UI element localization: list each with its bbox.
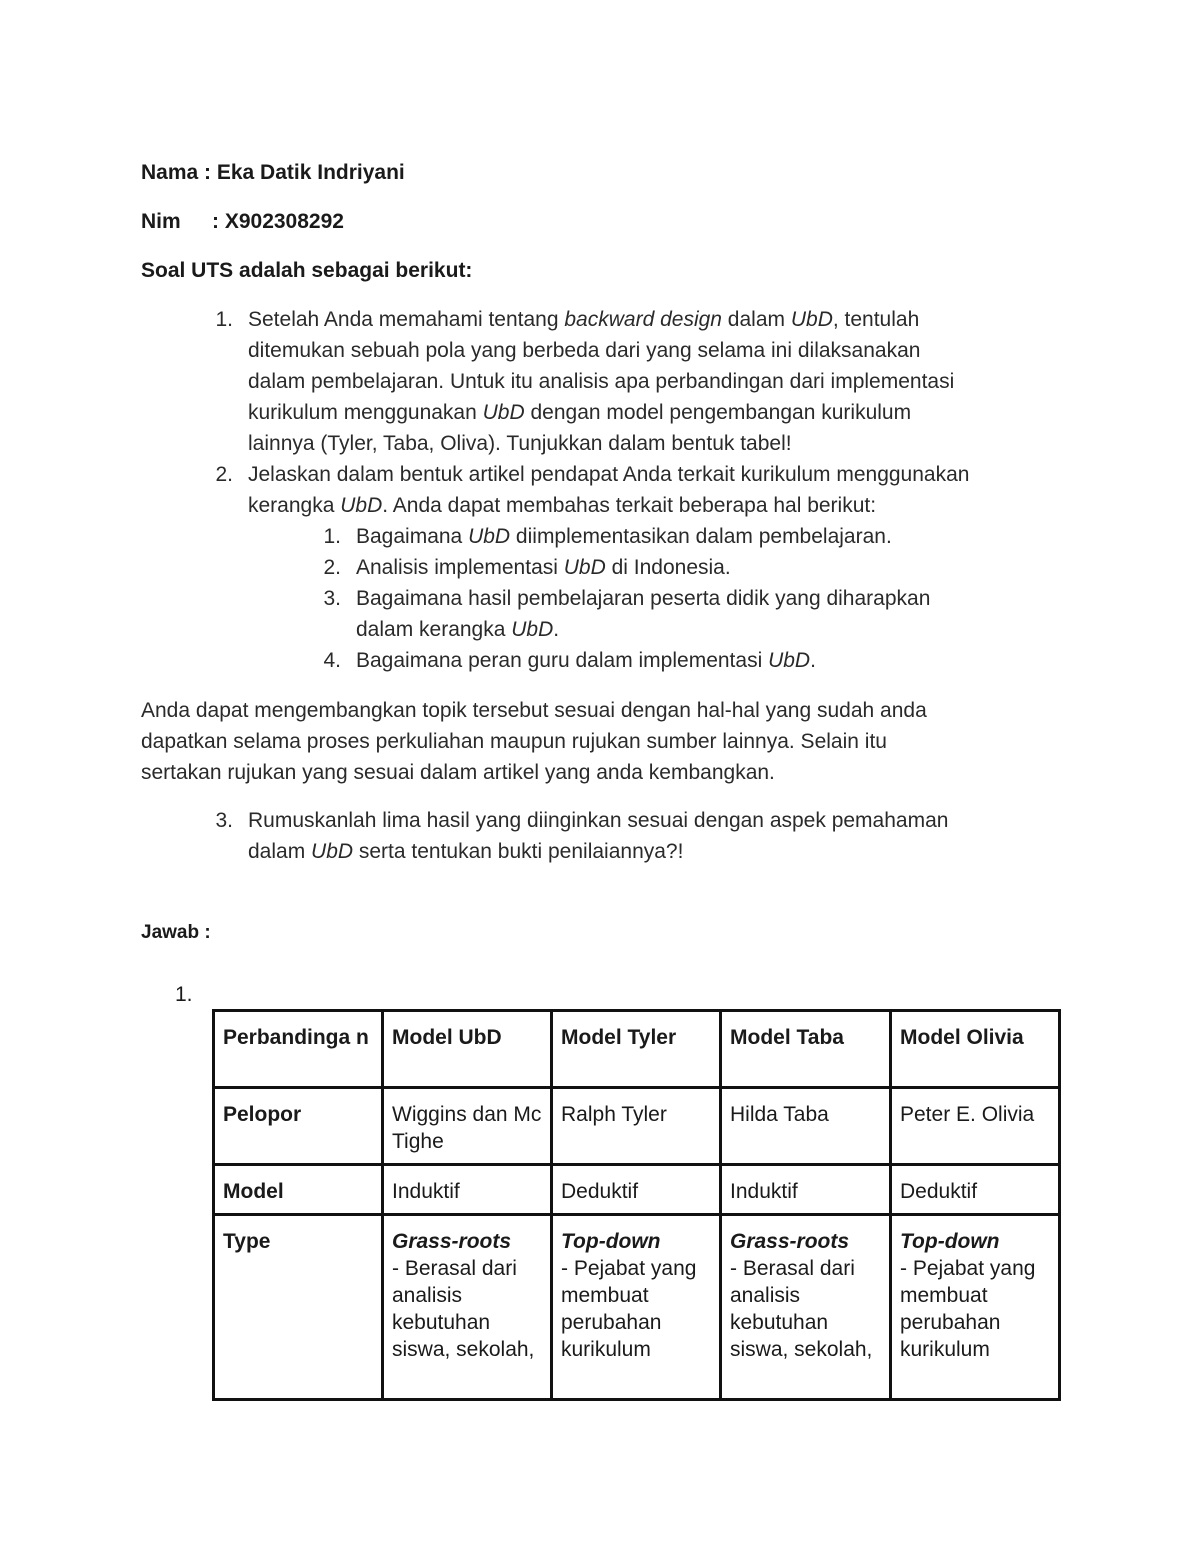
table-cell bbox=[383, 1215, 552, 1400]
type-title: Grass-roots bbox=[392, 1230, 512, 1253]
question-3 bbox=[248, 805, 948, 867]
table-header-cell: Perbandinga n bbox=[214, 1011, 383, 1088]
table-cell: Hilda Taba bbox=[721, 1088, 891, 1165]
answer-number: 1. bbox=[175, 983, 193, 1006]
table-row-model bbox=[214, 1165, 1060, 1215]
q2-line-1: Jelaskan dalam bentuk artikel pendapat Anda terkait kurikulum menggunakan bbox=[248, 463, 970, 486]
table-cell: Deduktif bbox=[552, 1165, 721, 1215]
q2-sub-4-number: 4. bbox=[323, 649, 341, 672]
question-1 bbox=[248, 304, 954, 459]
type-desc: - Berasal dari analisis kebutuhan siswa, sekolah, bbox=[392, 1257, 535, 1361]
table-cell bbox=[721, 1215, 891, 1400]
q2-sub-3 bbox=[356, 583, 930, 645]
table-cell: Type bbox=[214, 1215, 383, 1400]
q2-sub-1-number: 1. bbox=[323, 525, 341, 548]
table-cell bbox=[891, 1215, 1060, 1400]
q2-line-2: kerangka UbD. Anda dapat membahas terkait beberapa hal berikut: bbox=[248, 494, 877, 517]
table-cell: Pelopor bbox=[214, 1088, 383, 1165]
table-cell: Induktif bbox=[383, 1165, 552, 1215]
q1-line-4: kurikulum menggunakan UbD dengan model pengembangan kurikulum bbox=[248, 401, 912, 424]
q3-number: 3. bbox=[215, 809, 233, 832]
q2-sub-2: Analisis implementasi UbD di Indonesia. bbox=[356, 556, 731, 579]
q2-sub-3-line-1: Bagaimana hasil pembelajaran peserta didik yang diharapkan bbox=[356, 587, 931, 610]
para-line-1: Anda dapat mengembangkan topik tersebut sesuai dengan hal-hal yang sudah anda bbox=[141, 699, 927, 722]
q1-line-5: lainnya (Tyler, Taba, Oliva). Tunjukkan dalam bentuk tabel! bbox=[248, 432, 792, 455]
question-2 bbox=[248, 459, 969, 521]
type-desc: - Berasal dari analisis kebutuhan siswa, sekolah, bbox=[730, 1257, 873, 1361]
table-row-pelopor bbox=[214, 1088, 1060, 1165]
q1-line-2: ditemukan sebuah pola yang berbeda dari yang selama ini dilaksanakan bbox=[248, 339, 921, 362]
table-cell: Model bbox=[214, 1165, 383, 1215]
type-title: Grass-roots bbox=[730, 1230, 850, 1253]
nim-value: : X902308292 bbox=[212, 210, 344, 233]
q2-sub-2-number: 2. bbox=[323, 556, 341, 579]
q2-sub-3-number: 3. bbox=[323, 587, 341, 610]
table-header-cell: Model Olivia bbox=[891, 1011, 1060, 1088]
type-title: Top-down bbox=[561, 1230, 661, 1253]
exam-title: Soal UTS adalah sebagai berikut: bbox=[141, 259, 473, 282]
q1-number: 1. bbox=[215, 308, 233, 331]
instruction-paragraph bbox=[141, 695, 927, 788]
q2-number: 2. bbox=[215, 463, 233, 486]
nim-label: Nim bbox=[141, 210, 181, 233]
table-header-cell: Model UbD bbox=[383, 1011, 552, 1088]
table-cell: Peter E. Olivia bbox=[891, 1088, 1060, 1165]
q2-sub-4: Bagaimana peran guru dalam implementasi UbD. bbox=[356, 649, 816, 672]
para-line-3: sertakan rujukan yang sesuai dalam artikel yang anda kembangkan. bbox=[141, 761, 775, 784]
q3-line-2: dalam UbD serta tentukan bukti penilaiannya?! bbox=[248, 840, 684, 863]
table-cell: Deduktif bbox=[891, 1165, 1060, 1215]
comparison-table bbox=[212, 1009, 1061, 1401]
q1-line-1: Setelah Anda memahami tentang backward design dalam UbD, tentulah bbox=[248, 308, 920, 331]
table-header-cell: Model Taba bbox=[721, 1011, 891, 1088]
table-cell: Ralph Tyler bbox=[552, 1088, 721, 1165]
answer-title: Jawab : bbox=[141, 922, 211, 943]
table-header-row bbox=[214, 1011, 1060, 1088]
type-desc: - Pejabat yang membuat perubahan kurikulum bbox=[561, 1257, 697, 1361]
type-desc: - Pejabat yang membuat perubahan kurikulum bbox=[900, 1257, 1036, 1361]
student-name: Nama : Eka Datik Indriyani bbox=[141, 161, 405, 184]
type-title: Top-down bbox=[900, 1230, 1000, 1253]
q2-sub-3-line-2: dalam kerangka UbD. bbox=[356, 618, 560, 641]
q3-line-1: Rumuskanlah lima hasil yang diinginkan sesuai dengan aspek pemahaman bbox=[248, 809, 949, 832]
table-cell: Induktif bbox=[721, 1165, 891, 1215]
q1-line-3: dalam pembelajaran. Untuk itu analisis apa perbandingan dari implementasi bbox=[248, 370, 955, 393]
table-cell: Wiggins dan Mc Tighe bbox=[383, 1088, 552, 1165]
table-cell bbox=[552, 1215, 721, 1400]
q2-sub-1: Bagaimana UbD diimplementasikan dalam pembelajaran. bbox=[356, 525, 892, 548]
table-header-cell: Model Tyler bbox=[552, 1011, 721, 1088]
table-row-type bbox=[214, 1215, 1060, 1400]
para-line-2: dapatkan selama proses perkuliahan maupun rujukan sumber lainnya. Selain itu bbox=[141, 730, 887, 753]
